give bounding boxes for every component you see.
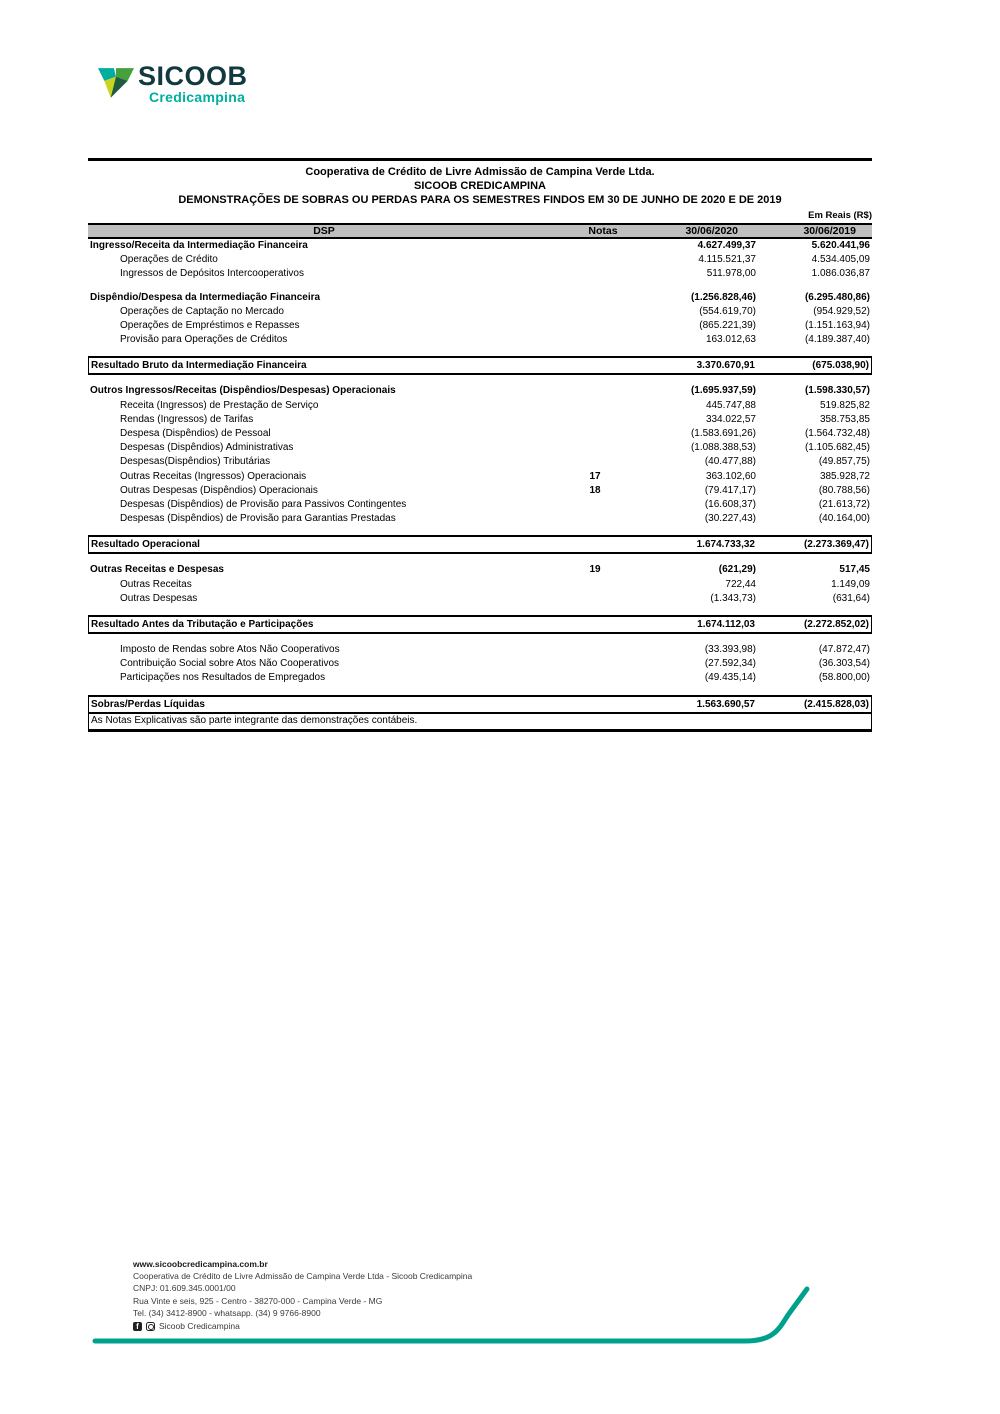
table-row	[88, 441, 872, 455]
table-row	[88, 470, 872, 484]
row-value-2020: (16.608,37)	[704, 499, 756, 511]
row-value-2020: 722,44	[725, 578, 756, 590]
row-nota	[560, 592, 630, 606]
row-spacer	[88, 347, 872, 356]
row-label: Outras Despesas (Dispêndios) Operacionais	[120, 484, 318, 496]
footer-website: www.sicoobcredicampina.com.br	[133, 1259, 268, 1269]
row-nota	[559, 617, 629, 632]
row-value-2019: 358.753,85	[819, 413, 870, 425]
row-value-2020: 511.978,00	[706, 268, 756, 280]
row-label: Despesas (Dispêndios) de Provisão para Garantias Prestadas	[120, 513, 396, 525]
row-label: Outras Despesas	[120, 592, 198, 604]
top-rule	[88, 158, 872, 161]
row-value-2020: 4.627.499,37	[697, 240, 756, 251]
table-row	[88, 498, 872, 512]
footer-company-line: Cooperativa de Crédito de Livre Admissão de Campina Verde Ltda - Sicoob Credicampina	[133, 1271, 473, 1282]
sicoob-logo	[98, 62, 248, 105]
header-dsp: DSP	[313, 225, 335, 237]
footnote-row: As Notas Explicativas são parte integrante das demonstrações contábeis.	[88, 714, 872, 732]
row-value-2019: 4.534.405,09	[811, 254, 870, 266]
currency-note: Em Reais (R$)	[808, 210, 872, 221]
row-value-2020: (1.088.388,53)	[690, 442, 756, 454]
row-spacer	[88, 526, 872, 535]
row-value-2020: (1.256.828,46)	[690, 291, 756, 303]
row-value-2019: (36.303,54)	[818, 658, 870, 670]
row-label: Dispêndio/Despesa da Intermediação Financeira	[90, 291, 321, 303]
row-label: Operações de Empréstimos e Repasses	[120, 320, 300, 332]
row-nota	[560, 671, 630, 685]
row-value-2019: 517,45	[839, 564, 870, 576]
row-value-2019: (1.105.682,45)	[804, 442, 870, 454]
row-value-2020: (49.435,14)	[704, 672, 756, 684]
row-value-2020: 334.022,57	[705, 413, 756, 425]
row-value-2019: (1.598.330,57)	[804, 385, 870, 397]
header-date-2019: 30/06/2019	[803, 225, 856, 237]
table-row	[88, 657, 872, 671]
row-spacer	[88, 282, 872, 291]
row-label: Despesa (Dispêndios) de Pessoal	[120, 428, 271, 440]
row-nota	[560, 384, 630, 398]
row-nota: 18	[589, 484, 601, 496]
table-row	[88, 356, 872, 375]
row-label: Rendas (Ingressos) de Tarifas	[120, 413, 254, 425]
row-value-2019: (47.872,47)	[818, 644, 870, 656]
table-row	[88, 253, 872, 267]
row-label: Outras Receitas (Ingressos) Operacionais	[120, 470, 307, 482]
row-nota	[560, 333, 630, 347]
header-date-2020: 30/06/2020	[685, 225, 738, 237]
row-value-2019: (58.800,00)	[818, 672, 870, 684]
row-nota	[560, 512, 630, 526]
row-nota: 17	[589, 470, 601, 482]
table-row	[88, 512, 872, 526]
statement-title: DEMONSTRAÇÕES DE SOBRAS OU PERDAS PARA OS SEMESTRES FINDOS EM 30 DE JUNHO DE 2020 E DE 2019	[178, 194, 782, 206]
row-spacer	[88, 554, 872, 563]
row-label: Outros Ingressos/Receitas (Dispêndios/Despesas) Operacionais	[90, 385, 396, 397]
row-label: Ingresso/Receita da Intermediação Financeira	[90, 240, 308, 251]
footer-swoosh-line	[0, 1280, 1000, 1380]
table-row	[88, 427, 872, 441]
row-value-2020: (79.417,17)	[704, 484, 756, 496]
row-label: Despesas(Dispêndios) Tributárias	[120, 456, 271, 468]
income-statement	[88, 158, 872, 732]
row-value-2020: (1.695.937,59)	[690, 385, 756, 397]
row-spacer	[88, 375, 872, 384]
row-nota	[560, 657, 630, 671]
row-nota	[559, 697, 629, 712]
row-nota	[560, 578, 630, 592]
row-value-2019: (21.613,72)	[818, 499, 870, 511]
row-value-2020: 163.012,63	[705, 334, 756, 346]
row-value-2019: (2.272.852,02)	[803, 619, 869, 631]
table-row	[88, 239, 872, 253]
row-spacer	[88, 634, 872, 643]
row-value-2019: (675.038,90)	[812, 360, 869, 372]
row-value-2020: (621,29)	[718, 564, 756, 576]
table-row	[88, 413, 872, 427]
row-value-2020: (30.227,43)	[704, 513, 756, 525]
row-value-2020: 445.747,88	[705, 399, 756, 411]
row-value-2019: (631,64)	[832, 592, 870, 604]
table-row	[88, 535, 872, 554]
row-nota	[560, 239, 630, 253]
table-row	[88, 643, 872, 657]
table-row	[88, 267, 872, 281]
row-label: Sobras/Perdas Líquidas	[91, 698, 205, 710]
table-row	[88, 695, 872, 714]
logo-text	[138, 62, 248, 105]
row-value-2019: (4.189.387,40)	[804, 334, 870, 346]
row-value-2019: (954.929,52)	[813, 305, 870, 317]
row-label: Receita (Ingressos) de Prestação de Serviço	[120, 399, 319, 411]
row-value-2019: (2.415.828,03)	[803, 698, 869, 710]
row-value-2019: 5.620.441,96	[811, 240, 870, 251]
table-row	[88, 319, 872, 333]
table-header-row	[88, 223, 872, 239]
row-value-2020: (33.393,98)	[704, 644, 756, 656]
cooperative-name: Cooperativa de Crédito de Livre Admissão de Campina Verde Ltda.	[305, 166, 655, 178]
row-nota	[559, 358, 629, 373]
facebook-icon: f	[133, 1322, 142, 1331]
row-nota: 19	[589, 564, 601, 576]
row-value-2020: 1.563.690,57	[696, 698, 755, 710]
logo-subbrand-name: Credicampina	[149, 89, 246, 105]
row-value-2019: (80.788,56)	[818, 484, 870, 496]
table-row	[88, 563, 872, 577]
row-label: Despesas (Dispêndios) Administrativas	[120, 442, 294, 454]
header-notas: Notas	[588, 225, 618, 237]
row-nota	[560, 455, 630, 469]
row-value-2020: (865.221,39)	[699, 320, 756, 332]
row-label: Imposto de Rendas sobre Atos Não Cooperativos	[120, 644, 340, 656]
row-label: Outras Receitas e Despesas	[90, 564, 224, 576]
statement-rows	[88, 239, 872, 714]
row-value-2020: 4.115.521,37	[698, 254, 756, 266]
footer-phone-line: Tel. (34) 3412-8900 - whatsapp. (34) 9 9766-8900	[133, 1307, 321, 1318]
row-nota	[560, 399, 630, 413]
row-value-2019: 1.086.036,87	[811, 268, 870, 280]
row-label: Operações de Crédito	[120, 254, 218, 266]
row-value-2019: 385.928,72	[819, 470, 870, 482]
row-nota	[560, 267, 630, 281]
row-value-2019: (1.564.732,48)	[804, 428, 870, 440]
row-nota	[560, 441, 630, 455]
row-label: Ingressos de Depósitos Intercooperativos	[120, 268, 304, 280]
footer-cnpj-line: CNPJ: 01.609.345.0001/00	[133, 1283, 236, 1294]
table-row	[88, 484, 872, 498]
row-value-2020: 1.674.733,32	[696, 539, 755, 551]
row-spacer	[88, 686, 872, 695]
table-row	[88, 615, 872, 634]
row-label: Resultado Operacional	[91, 539, 200, 551]
row-nota	[560, 427, 630, 441]
row-value-2019: (2.273.369,47)	[803, 539, 869, 551]
row-value-2020: (1.583.691,26)	[690, 428, 756, 440]
footer-address-line: Rua Vinte e seis, 925 - Centro - 38270-000 - Campina Verde - MG	[133, 1295, 383, 1306]
table-row	[88, 291, 872, 305]
row-value-2020: (40.477,88)	[704, 456, 756, 468]
row-label: Provisão para Operações de Créditos	[120, 334, 288, 346]
table-row	[88, 333, 872, 347]
row-value-2020: (554.619,70)	[699, 305, 756, 317]
row-nota	[560, 253, 630, 267]
table-row	[88, 399, 872, 413]
row-spacer	[88, 606, 872, 615]
row-nota	[560, 291, 630, 305]
row-value-2020: 1.674.112,03	[697, 619, 755, 631]
row-value-2020: 363.102,60	[705, 470, 756, 482]
row-nota	[560, 319, 630, 333]
row-value-2019: 519.825,82	[819, 399, 870, 411]
logo-brand-name: SICOOB	[138, 61, 248, 91]
row-label: Contribuição Social sobre Atos Não Cooperativos	[120, 658, 340, 670]
row-nota	[560, 498, 630, 512]
row-value-2019: (49.857,75)	[818, 456, 870, 468]
institution-name: SICOOB CREDICAMPINA	[413, 180, 546, 192]
row-nota	[559, 537, 629, 552]
table-row	[88, 305, 872, 319]
sicoob-mark-icon	[98, 68, 134, 100]
row-label: Resultado Antes da Tributação e Participações	[91, 619, 314, 631]
row-nota	[560, 413, 630, 427]
table-row	[88, 671, 872, 685]
table-row	[88, 592, 872, 606]
row-label: Despesas (Dispêndios) de Provisão para Passivos Contingentes	[120, 499, 407, 511]
row-nota	[560, 305, 630, 319]
row-label: Resultado Bruto da Intermediação Financeira	[91, 360, 307, 372]
table-row	[88, 384, 872, 398]
table-row	[88, 578, 872, 592]
row-nota	[560, 643, 630, 657]
table-row	[88, 455, 872, 469]
row-value-2019: (6.295.480,86)	[804, 291, 870, 303]
row-value-2020: (27.592,34)	[704, 658, 756, 670]
row-value-2019: 1.149,09	[831, 578, 870, 590]
row-value-2019: (40.164,00)	[818, 513, 870, 525]
footer-social-handle: Sicoob Credicampina	[159, 1321, 240, 1332]
row-label: Participações nos Resultados de Empregados	[120, 672, 326, 684]
row-value-2019: (1.151.163,94)	[804, 320, 870, 332]
row-label: Outras Receitas	[120, 578, 192, 590]
row-label: Operações de Captação no Mercado	[120, 305, 284, 317]
row-value-2020: (1.343,73)	[710, 592, 756, 604]
row-value-2020: 3.370.670,91	[696, 360, 755, 372]
